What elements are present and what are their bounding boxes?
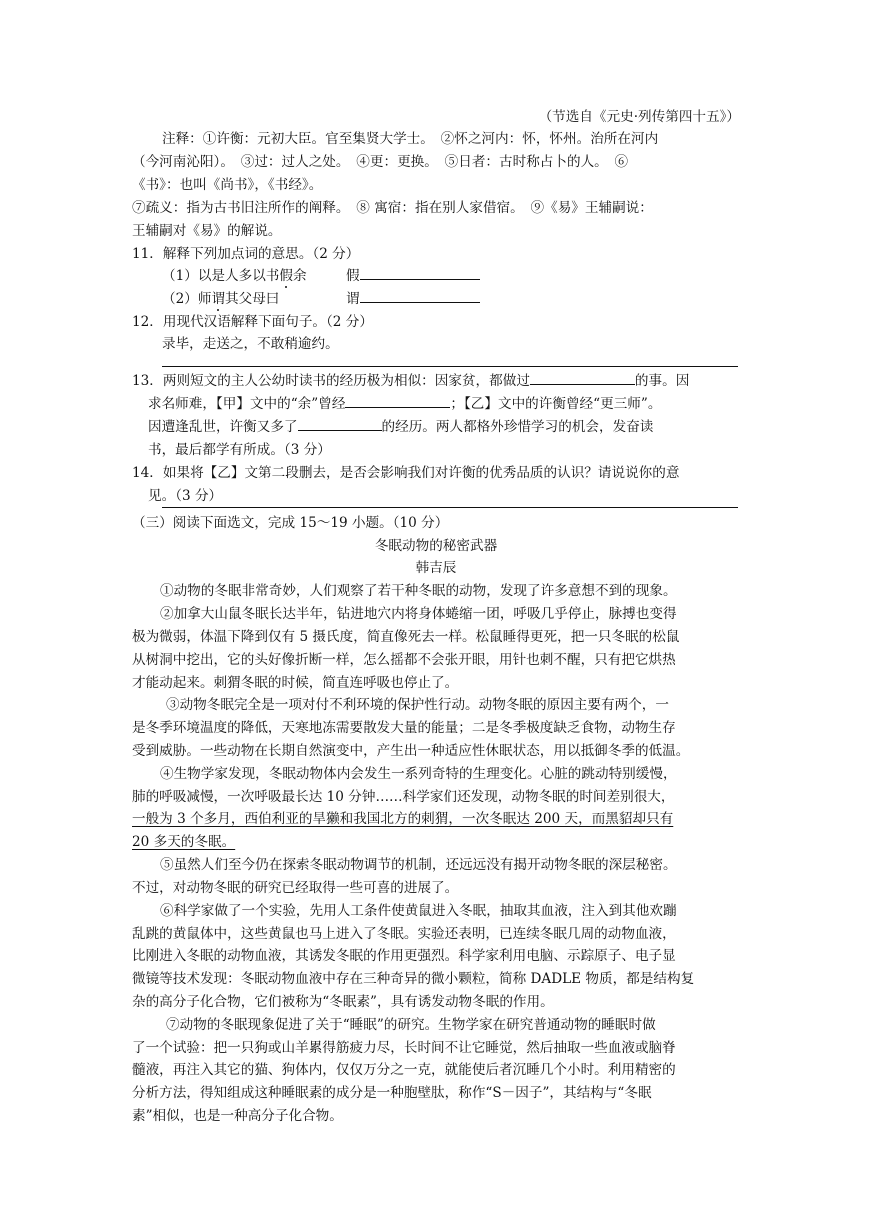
q13-line-3: [148, 416, 756, 438]
q13-line-1-text-a: 13．两则短文的主人公幼时读书的经历极为相似：因家贫，都做过: [132, 373, 530, 389]
q11-answer-2: [346, 288, 546, 310]
q13-blank-3[interactable]: [298, 416, 382, 431]
q11-item-2-pre: （2）师: [162, 291, 212, 307]
section-3-heading: （三）阅读下面选文，完成 15～19 小题。（10 分）: [132, 515, 449, 531]
paragraph-5-line-1: ⑤虽然人们至今仍在探索冬眠动物调节的机制，还远远没有揭开动物冬眠的深层秘密。: [160, 857, 677, 873]
q13-line-3-text-a: 因遭逢乱世，许衡又多了: [148, 419, 298, 435]
paragraph-5-line-2: 不过，对动物冬眠的研究已经取得一些可喜的进展了。: [132, 880, 459, 896]
q13-line-2-text-a: 求名师难，【甲】文中的“余”曾经: [148, 396, 346, 412]
paragraph-6-line-1: ⑥科学家做了一个实验，先用人工条件使黄鼠进入冬眠，抽取其血液，注入到其他欢蹦: [160, 903, 677, 919]
paragraph-2-line-4: 才能动起来。刺猬冬眠的时候，简直连呼吸也停止了。: [132, 675, 459, 691]
paragraph-7-line-4: 分析方法，得知组成这种睡眠素的成分是一种胞壁肽，称作“S－因子”，其结构与“冬眠: [132, 1085, 652, 1101]
q14-line-2: 见。（3 分）: [148, 488, 223, 504]
q13-line-1: [132, 370, 740, 392]
paragraph-3-line-1: ③动物冬眠完全是一项对付不利环境的保护性行动。动物冬眠的原因主要有两个，一: [166, 697, 669, 713]
q14-line-1: 14．如果将【乙】文第二段删去，是否会影响我们对许衡的优秀品质的认识？请说说你的意: [132, 465, 680, 481]
q11-item-1-post: 余: [293, 268, 307, 284]
q12-sentence: 录毕，走送之，不敢稍逾约。: [162, 336, 339, 352]
paragraph-7-line-3: 髓液，再注入其它的猫、狗体内，仅仅万分之一克，就能使后者沉睡几个小时。利用精密的: [132, 1062, 676, 1078]
paragraph-4-line-4-underlined: 20 多天的冬眠。: [132, 834, 236, 850]
q13-line-2: [148, 393, 756, 415]
paragraph-3-line-3: 受到威胁。一些动物在长期自然演变中，产生出一种适应性休眠状态，用以抵御冬季的低温。: [132, 743, 690, 759]
q13-line-1-text-b: 的事。因: [634, 373, 690, 389]
q11-item-1-pre: （1）以是人多以书: [162, 268, 280, 284]
paragraph-6-line-3: 比刚进入冬眠的动物血液，其诱发冬眠的作用更强烈。科学家利用电脑、示踪原子、电子显: [132, 948, 676, 964]
q13-blank-2[interactable]: [345, 393, 450, 408]
q11-item-1-dotted-char: 假: [279, 268, 293, 284]
source-citation: （节选自《元史·列传第四十五》）: [538, 109, 740, 125]
q13-line-2-text-b: ；【乙】文中的许衡曾经“更三师”。: [450, 396, 662, 412]
q13-blank-1[interactable]: [530, 370, 635, 385]
notes-line-3: 《书》：也叫《尚书》，《书经》。: [132, 177, 323, 193]
paragraph-2-line-1: ②加拿大山鼠冬眠长达半年，钻进地穴内将身体蜷缩一团，呼吸几乎停止，脉搏也变得: [160, 606, 677, 622]
paragraph-3-line-2: 是冬季环境温度的降低，天寒地冻需要散发大量的能量；二是冬季极度缺乏食物，动物生存: [132, 720, 676, 736]
notes-line-4: ⑦疏义：指为古书旧注所作的阐释。 ⑧ 寓宿：指在别人家借宿。 ⑨《易》王辅嗣说：: [132, 200, 653, 216]
q11-answer-2-blank[interactable]: [360, 288, 480, 303]
paragraph-4-line-3-underlined: 一般为 3 个多月，西伯利亚的旱獭和我国北方的刺猬，一次冬眠达 200 天，而黑貂却只有: [132, 811, 674, 827]
notes-line-1: 注释：①许衡：元初大臣。官至集贤大学士。 ②怀之河内：怀，怀州。治所在河内: [162, 131, 659, 147]
paragraph-6-line-4: 微镜等技术发现：冬眠动物血液中存在三种奇异的微小颗粒，简称 DADLE 物质，都是结构复: [132, 971, 695, 987]
q13-line-3-text-b: 的经历。两人都格外珍惜学习的机会，发奋读: [381, 419, 654, 435]
q14-answer-line[interactable]: [162, 507, 738, 508]
paragraph-2-line-3: 从树洞中挖出，它的头好像折断一样，怎么摇都不会张开眼，用针也刺不醒，只有把它烘热: [132, 652, 676, 668]
paragraph-7-line-1: ⑦动物的冬眠现象促进了关于“睡眠”的研究。生物学家在研究普通动物的睡眠时做: [166, 1017, 656, 1033]
q11-item-2-dotted-char: 谓: [211, 291, 226, 307]
notes-line-5: 王辅嗣对《易》的解说。: [132, 223, 282, 239]
q11-answer-1: [346, 265, 546, 287]
q11-answer-2-char: 谓: [346, 291, 360, 307]
notes-line-2: （今河南沁阳）。 ③过：过人之处。 ④更：更换。 ⑤日者：古时称占卜的人。 ⑥: [132, 154, 629, 170]
q11-item-2-post: 其父母曰: [225, 291, 280, 307]
article-title: 冬眠动物的秘密武器: [374, 538, 498, 554]
paragraph-2-line-2: 极为微弱，体温下降到仅有 5 摄氏度，简直像死去一样。松鼠睡得更死，把一只冬眠的松鼠: [132, 629, 680, 645]
paragraph-7-line-2: 了一个试验：把一只狗或山羊累得筋疲力尽，长时间不让它睡觉，然后抽取一些血液或脑脊: [132, 1040, 676, 1056]
q11-answer-1-blank[interactable]: [360, 265, 480, 280]
paragraph-6-line-5: 杂的高分子化合物，它们被称为“冬眠素”，具有诱发动物冬眠的作用。: [132, 994, 554, 1010]
paragraph-6-line-2: 乱跳的黄鼠体中，这些黄鼠也马上进入了冬眠。实验还表明，已连续冬眠几周的动物血液，: [132, 926, 676, 942]
q11-stem: 11．解释下列加点词的意思。（2 分）: [132, 246, 360, 262]
q12-stem: 12．用现代汉语解释下面句子。（2 分）: [132, 314, 373, 330]
q13-line-4: 书，最后都学有所成。（3 分）: [148, 442, 331, 458]
q11-answer-1-char: 假: [346, 268, 360, 284]
paragraph-1: ①动物的冬眠非常奇妙，人们观察了若干种冬眠的动物，发现了许多意想不到的现象。: [160, 583, 677, 599]
paragraph-4-line-1: ④生物学家发现，冬眠动物体内会发生一系列奇特的生理变化。心脏的跳动特别缓慢，: [160, 766, 677, 782]
q12-answer-line[interactable]: [162, 366, 738, 367]
article-author: 韩吉辰: [415, 560, 457, 576]
paragraph-7-line-5: 素”相似，也是一种高分子化合物。: [132, 1108, 343, 1124]
paragraph-4-line-2: 肺的呼吸减慢，一次呼吸最长达 10 分钟……科学家们还发现，动物冬眠的时间差别很大，: [132, 789, 675, 805]
